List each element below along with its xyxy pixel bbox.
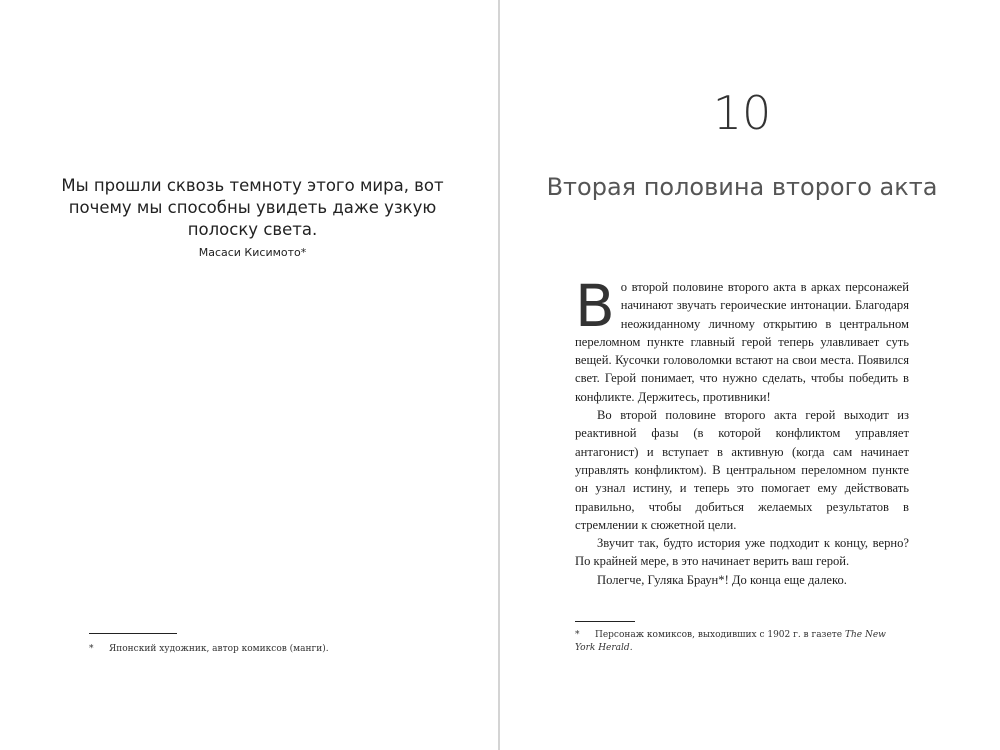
footnote-mark: *: [89, 644, 94, 654]
paragraph: [575, 272, 909, 406]
chapter-number: 10: [712, 86, 772, 140]
footnote-right: [575, 629, 909, 655]
footnote-end: .: [629, 643, 633, 653]
paragraph: Полегче, Гуляка Браун*! До конца еще далеко.: [597, 572, 847, 587]
drop-cap: В: [575, 272, 615, 340]
footnote-newspaper: The New York Herald: [575, 630, 886, 653]
footnote-left: [89, 643, 419, 656]
epigraph-author: Масаси Кисимото*: [198, 246, 307, 259]
chapter-title: Вторая половина второго акта: [546, 173, 938, 201]
footnote-divider: [575, 621, 635, 622]
paragraph: Звучит так, будто история уже подходит к концу, верно? По крайней мере, в это начинает верить ваш герой.: [575, 536, 909, 569]
footnote-mark: *: [575, 630, 580, 640]
left-page: [0, 0, 498, 750]
right-page: [500, 0, 1000, 750]
chapter-body: [575, 272, 909, 589]
footnote-divider: [89, 633, 177, 634]
paragraph: Во второй половине второго акта герой выходит из реактивной фазы (в которой конфликтом управляет антагонист) и вступает в активную (когда сам начинает управлять конфликтом). В центральном переломном пункте он узнал истину, и теперь это помогает ему действовать правильно, чтобы добиться желаемых результатов в стремлении к сюжетной цели.: [575, 408, 909, 532]
footnote-text: Японский художник, автор комиксов (манги).: [109, 644, 329, 654]
epigraph-quote: Мы прошли сквозь темноту этого мира, вот почему мы способны увидеть даже узкую полоску света.: [61, 176, 444, 239]
footnote-text: Персонаж комиксов, выходивших с 1902 г. в газете: [595, 630, 845, 640]
paragraph-text: о второй половине второго акта в арках персонажей начинают звучать героические интонации. Благодаря неожиданному личному открытию в центральном переломном пункте главный герой теперь улавливает суть вещей. Кусочки головоломки встают на свои места. Появился свет. Герой понимает, что нужно сделать, чтобы победить в конфликте. Держитесь, противники!: [575, 280, 909, 404]
epigraph: [60, 175, 445, 261]
